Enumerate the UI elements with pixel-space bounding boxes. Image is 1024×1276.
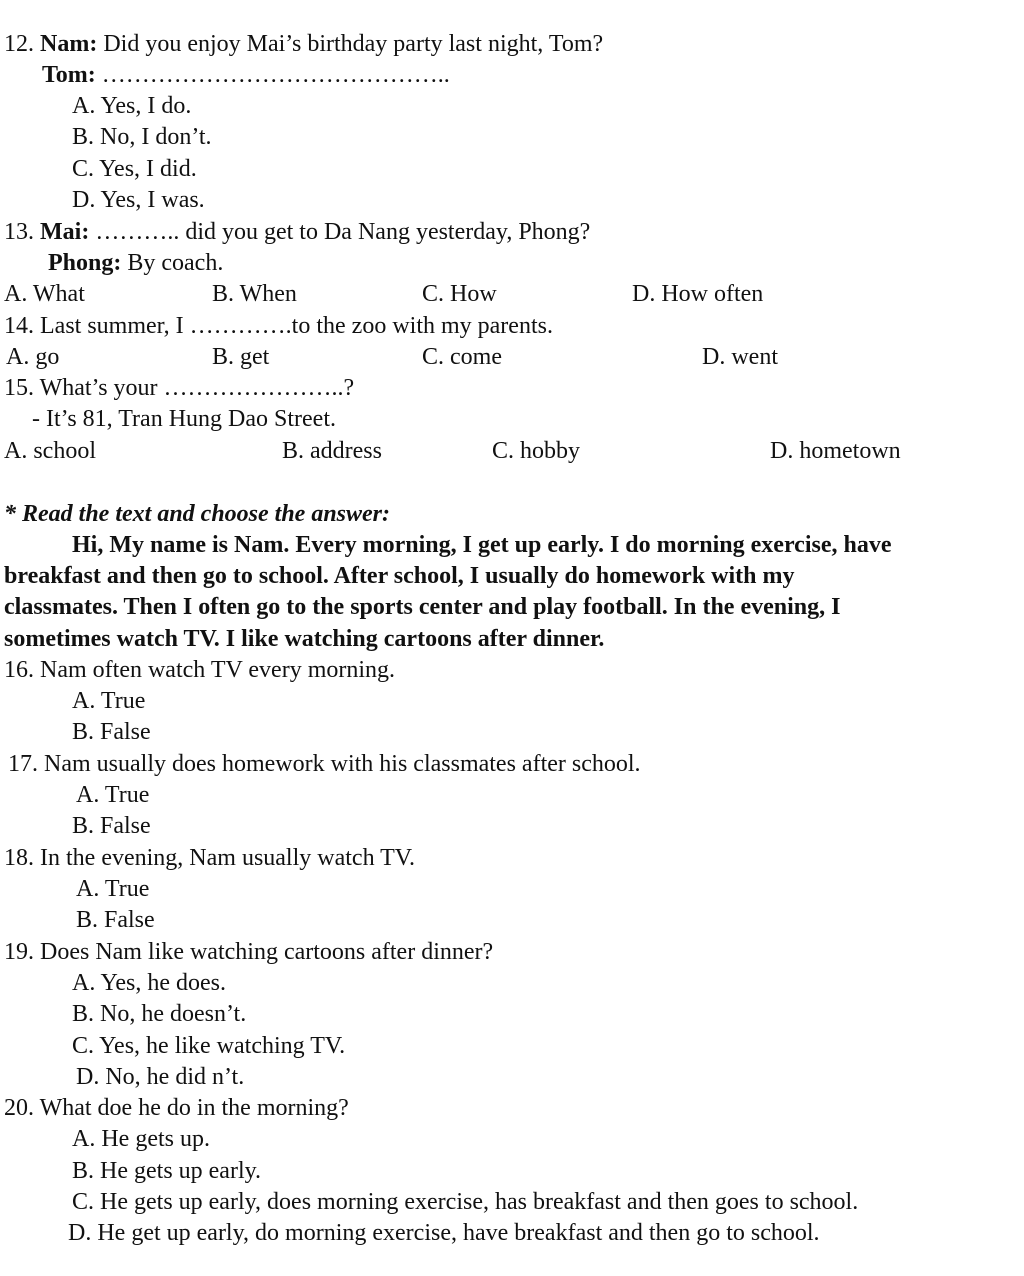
- q15-answer: - It’s 81, Tran Hung Dao Street.: [32, 406, 336, 432]
- q14-option-b: B. get: [212, 344, 270, 370]
- q16-stem: 16. Nam often watch TV every morning.: [4, 657, 396, 683]
- q12-speaker-nam: Nam:: [40, 31, 98, 57]
- q13-speaker-phong: Phong:: [48, 250, 122, 276]
- q19-option-d: D. No, he did n’t.: [76, 1064, 245, 1090]
- q15-stem: 15. What’s your …………………..?: [4, 375, 355, 401]
- q19-option-b: B. No, he doesn’t.: [72, 1001, 247, 1027]
- q19-stem: 19. Does Nam like watching cartoons after dinner?: [4, 939, 494, 965]
- q12-option-c: C. Yes, I did.: [72, 156, 197, 182]
- q20-option-d: D. He get up early, do morning exercise, have breakfast and then go to school.: [68, 1220, 820, 1246]
- q12-reply: [42, 60, 450, 90]
- q12-option-b: B. No, I don’t.: [72, 124, 212, 150]
- q14-stem: 14. Last summer, I ………….to the zoo with my parents.: [4, 313, 553, 339]
- q12-blank: ……………………………………..: [101, 62, 450, 88]
- q12-number: 12.: [4, 31, 34, 57]
- q16-option-a: A. True: [72, 688, 146, 714]
- q20-option-a: A. He gets up.: [72, 1126, 210, 1152]
- q13-number: 13.: [4, 219, 34, 245]
- q16-option-b: B. False: [72, 719, 151, 745]
- q14-option-c: C. come: [422, 344, 502, 370]
- reading-passage-line-2: breakfast and then go to school. After school, I usually do homework with my: [4, 563, 795, 589]
- q15-option-c: C. hobby: [492, 438, 581, 464]
- q13-option-b: B. When: [212, 281, 297, 307]
- q20-stem: 20. What doe he do in the morning?: [4, 1095, 349, 1121]
- q15-option-b: B. address: [282, 438, 382, 464]
- q14-option-a: A. go: [6, 344, 60, 370]
- q13-question: ……….. did you get to Da Nang yesterday, Phong?: [95, 219, 591, 245]
- q20-option-c: C. He gets up early, does morning exercise, has breakfast and then goes to school.: [72, 1189, 859, 1215]
- q12-stem: [4, 29, 603, 59]
- reading-passage-line-1: Hi, My name is Nam. Every morning, I get up early. I do morning exercise, have: [72, 532, 892, 558]
- q13-option-d: D. How often: [632, 281, 764, 307]
- q18-stem: 18. In the evening, Nam usually watch TV.: [4, 845, 416, 871]
- reading-passage-line-4: sometimes watch TV. I like watching cartoons after dinner.: [4, 626, 605, 652]
- reading-passage-line-3: classmates. Then I often go to the sports center and play football. In the evening, I: [4, 594, 841, 620]
- q13-option-a: A. What: [4, 281, 85, 307]
- q19-option-c: C. Yes, he like watching TV.: [72, 1033, 346, 1059]
- q19-option-a: A. Yes, he does.: [72, 970, 227, 996]
- reading-instruction: * Read the text and choose the answer:: [4, 501, 391, 527]
- q17-option-a: A. True: [76, 782, 150, 808]
- q12-option-d: D. Yes, I was.: [72, 187, 205, 213]
- q13-reply: [48, 248, 223, 278]
- q12-question: Did you enjoy Mai’s birthday party last night, Tom?: [103, 31, 604, 57]
- q13-answer: By coach.: [127, 250, 224, 276]
- q14-option-d: D. went: [702, 344, 778, 370]
- q13-stem: [4, 217, 590, 247]
- q12-speaker-tom: Tom:: [42, 62, 96, 88]
- q15-option-a: A. school: [4, 438, 96, 464]
- q13-speaker-mai: Mai:: [40, 219, 90, 245]
- q17-stem: 17. Nam usually does homework with his classmates after school.: [8, 751, 641, 777]
- q18-option-a: A. True: [76, 876, 150, 902]
- q18-option-b: B. False: [76, 907, 155, 933]
- q15-option-d: D. hometown: [770, 438, 901, 464]
- q13-option-c: C. How: [422, 281, 497, 307]
- q12-option-a: A. Yes, I do.: [72, 93, 192, 119]
- q20-option-b: B. He gets up early.: [72, 1158, 262, 1184]
- q17-option-b: B. False: [72, 813, 151, 839]
